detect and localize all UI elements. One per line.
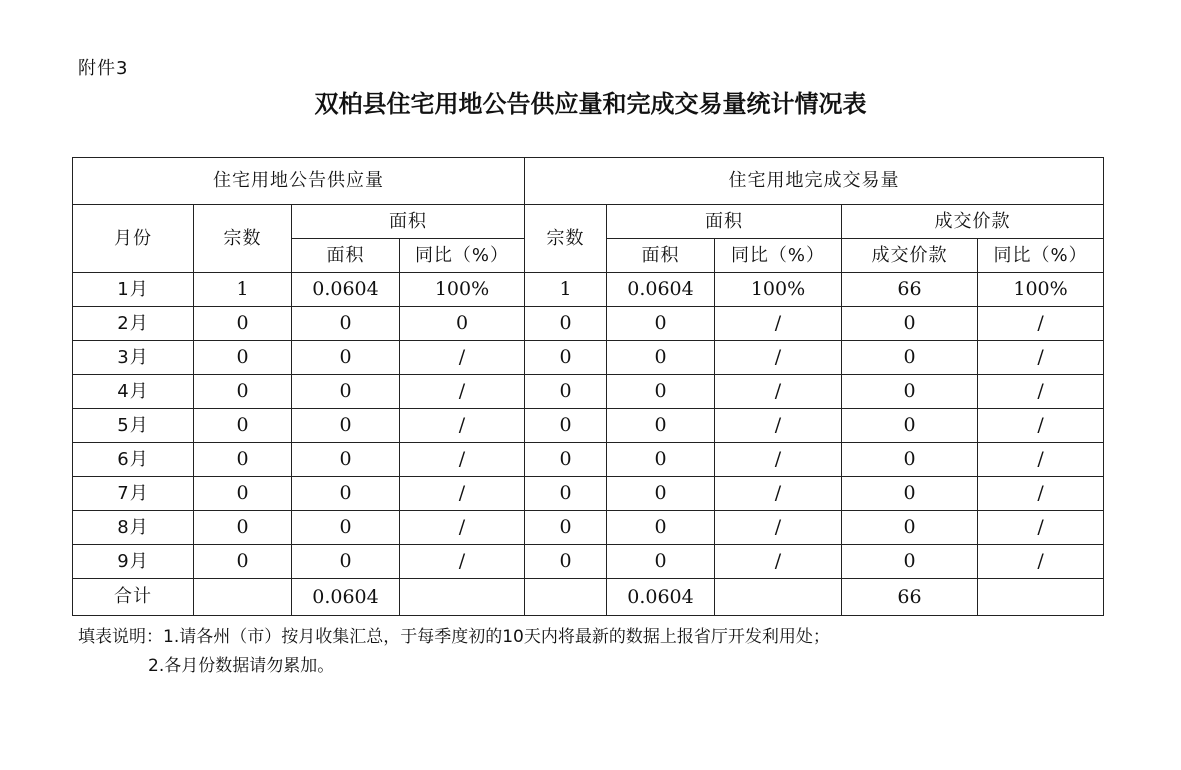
table-cell: 0 [842,477,978,511]
table-cell: 0 [194,511,292,545]
table-cell: 66 [842,273,978,307]
table-cell: / [978,511,1104,545]
note-line-1: 填表说明：1.请各州（市）按月收集汇总，于每季度初的10天内将最新的数据上报省厅开发利用处； [78,627,830,647]
subheader-deal-yoy: 同比（%） [715,239,842,273]
table-cell: 66 [842,579,978,616]
table-cell: / [715,443,842,477]
group-header-supply: 住宅用地公告供应量 [73,158,525,205]
table-cell: 0 [525,511,607,545]
table-cell: / [715,375,842,409]
table-cell: 0 [607,443,715,477]
table-cell: 0 [525,375,607,409]
table-cell: 0 [292,511,400,545]
subheader-deal-area: 面积 [607,239,715,273]
table-cell: 0 [525,307,607,341]
table-row [73,511,1104,545]
table-cell: / [715,477,842,511]
header-supply-count: 宗数 [194,205,292,273]
table-cell: 0 [842,443,978,477]
table-cell: 0 [607,375,715,409]
table-cell [525,579,607,616]
table-cell: 0 [525,341,607,375]
table-cell: / [715,307,842,341]
table-cell: 0 [525,545,607,579]
table-cell: 100% [400,273,525,307]
table-cell: 0 [194,545,292,579]
table-cell: 0 [607,307,715,341]
table-cell: 0 [607,545,715,579]
table-cell: 0 [194,443,292,477]
table-cell: / [978,477,1104,511]
table-cell: 0.0604 [292,579,400,616]
table-cell [400,579,525,616]
table-cell: 0 [607,341,715,375]
table-cell: 100% [715,273,842,307]
column-header-row [73,205,1104,239]
table-cell: 1 [525,273,607,307]
page-title: 双柏县住宅用地公告供应量和完成交易量统计情况表 [314,90,867,118]
note-line-2: 2.各月份数据请勿累加。 [148,656,335,676]
table-cell: 0 [842,341,978,375]
table-cell: 0 [525,409,607,443]
subheader-price-yoy: 同比（%） [978,239,1104,273]
table-cell: 0 [607,511,715,545]
total-row [73,579,1104,616]
table-cell: 0 [842,511,978,545]
month-cell: 8月 [73,511,194,545]
table-cell: 0 [842,545,978,579]
table-cell: / [715,341,842,375]
table-cell: / [400,375,525,409]
table-cell: 0.0604 [607,579,715,616]
table-cell: / [978,409,1104,443]
table-cell: / [978,375,1104,409]
table-cell: 0 [292,307,400,341]
table-cell: 0 [842,307,978,341]
table-cell: / [400,545,525,579]
table-cell: 0 [292,477,400,511]
table-cell: / [400,443,525,477]
table-row [73,341,1104,375]
subheader-supply-area: 面积 [292,239,400,273]
table-row [73,443,1104,477]
table-cell: 0 [607,409,715,443]
table-cell: / [400,511,525,545]
month-cell: 6月 [73,443,194,477]
table-cell: / [715,409,842,443]
subheader-price: 成交价款 [842,239,978,273]
total-label: 合计 [73,579,194,616]
table-cell: 0 [292,409,400,443]
table-cell: 0 [842,409,978,443]
table-cell: / [978,443,1104,477]
table-cell: 0 [292,443,400,477]
table-row [73,375,1104,409]
table-cell: / [978,307,1104,341]
month-cell: 7月 [73,477,194,511]
month-cell: 2月 [73,307,194,341]
table-row [73,273,1104,307]
table-cell: / [400,341,525,375]
group-header-deal: 住宅用地完成交易量 [525,158,1104,205]
table-cell [978,579,1104,616]
table-cell: 0.0604 [292,273,400,307]
table-row [73,409,1104,443]
table-cell: 0.0604 [607,273,715,307]
table-cell: 0 [842,375,978,409]
header-supply-area: 面积 [292,205,525,239]
table-cell: 0 [194,341,292,375]
subheader-supply-yoy: 同比（%） [400,239,525,273]
table-cell: 0 [292,341,400,375]
month-cell: 1月 [73,273,194,307]
group-header-row [73,158,1104,205]
table-row [73,545,1104,579]
notes [78,623,830,681]
table-cell: / [715,511,842,545]
header-deal-area: 面积 [607,205,842,239]
table-cell: 0 [194,409,292,443]
table-cell: 100% [978,273,1104,307]
table-cell: / [400,477,525,511]
table-cell [194,579,292,616]
table-cell: 0 [194,477,292,511]
table-cell: / [978,545,1104,579]
table-cell: 0 [525,443,607,477]
table-row [73,307,1104,341]
table-cell: / [400,409,525,443]
table-cell [715,579,842,616]
header-deal-count: 宗数 [525,205,607,273]
header-month: 月份 [73,205,194,273]
table-cell: / [978,341,1104,375]
month-cell: 4月 [73,375,194,409]
month-cell: 3月 [73,341,194,375]
table-cell: / [715,545,842,579]
table-cell: 0 [400,307,525,341]
table-cell: 0 [525,477,607,511]
table-cell: 0 [607,477,715,511]
header-deal-price: 成交价款 [842,205,1104,239]
month-cell: 9月 [73,545,194,579]
table-cell: 0 [292,545,400,579]
statistics-table [72,157,1104,616]
table-cell: 0 [194,375,292,409]
table-row [73,477,1104,511]
table-cell: 1 [194,273,292,307]
table-cell: 0 [292,375,400,409]
month-cell: 5月 [73,409,194,443]
table-cell: 0 [194,307,292,341]
attachment-label: 附件3 [78,58,129,79]
